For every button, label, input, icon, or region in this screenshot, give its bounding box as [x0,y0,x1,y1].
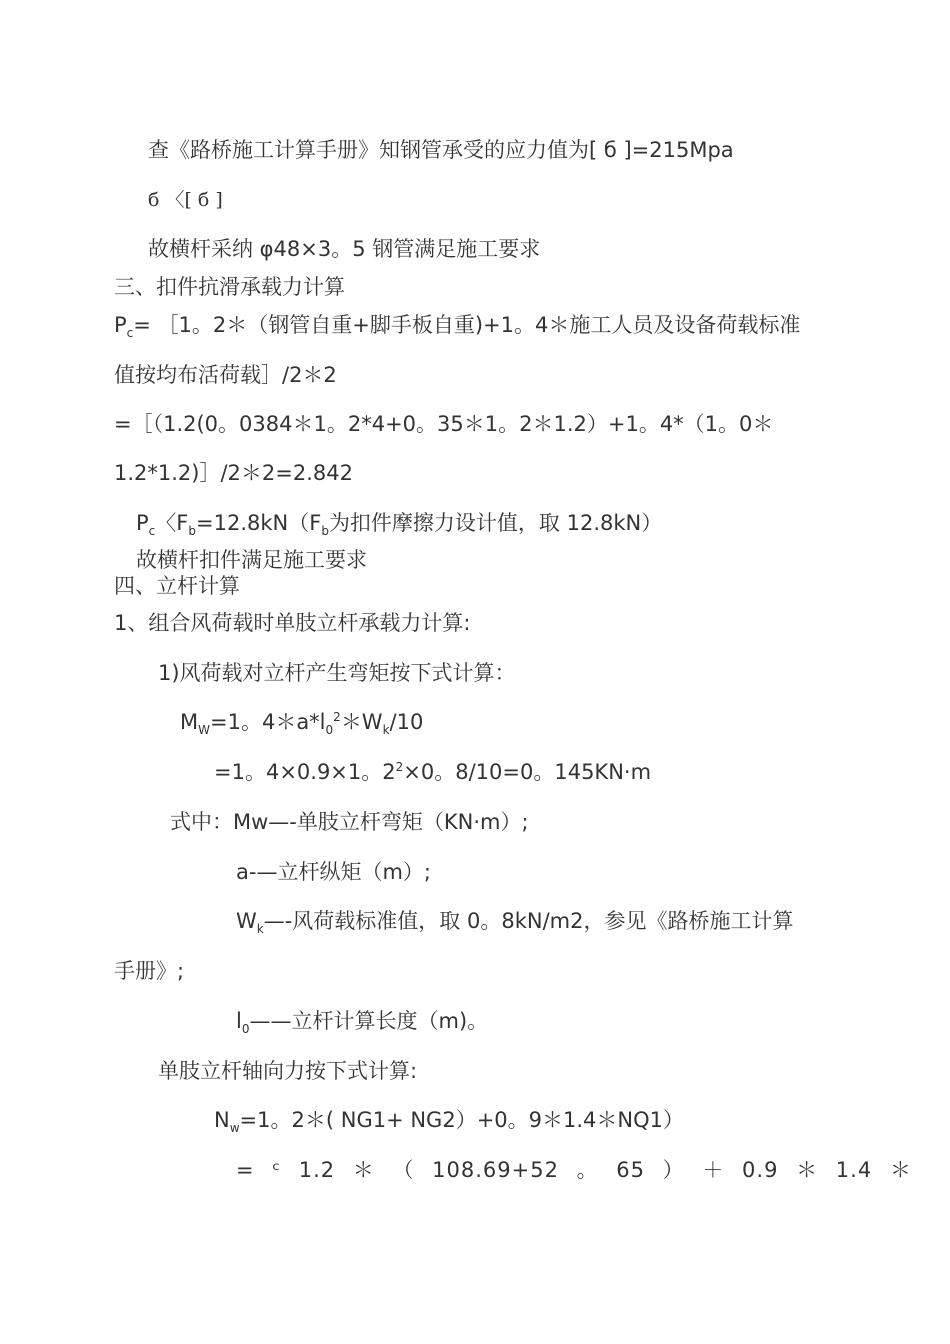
formula-line: = ᶜ 1.2 ＊ （ 108.69+52 。 65 ） ＋ 0.9 ＊ 1.4 ＊ [236,1158,912,1182]
text-line: 值按均布活荷载］/2＊2 [114,363,337,387]
formula-line: $P_c$〈$F_b=12.8kN(F_b$为扣件摩擦力设计值，取 12.8kN） [136,511,663,539]
text-line: 故横杆扣件满足施工要求 [136,548,367,572]
text-line: 故横杆采纳 φ48×3。5 钢管满足施工要求 [148,237,541,261]
formula-line: $M_W=1$。$4*a*l_0^2*W_k/10$ [180,710,424,738]
text-line: 单肢立杆轴向力按下式计算: [158,1059,418,1083]
section-heading: 三、扣件抗滑承载力计算 [114,275,345,299]
text-line: б 〈[ б ] [148,189,223,211]
text-line: 式中：Mw—-单肢立杆弯矩（KN·m）; [170,810,529,834]
formula-line: $N_w=1$。2＊( NG1+ NG2）+0。9＊1.4＊NQ1） [214,1108,685,1136]
formula-line: =1。4×0.9×1。$2^2\times 0$。8/10=0。145KN·m [214,760,652,784]
formula-line: =［（1.2(0。0384＊1。2*4+0。35＊1。2＊1.2）+1。4*（1。0＊ [114,412,774,436]
text-line: 1)风荷载对立杆产生弯矩按下式计算： [158,661,516,685]
formula-line: 1.2*1.2)］/2＊2=2.842 [114,461,353,485]
text-line: $W_k—-$风荷载标准值，取 0。8kN/m2，参见《路桥施工计算 [236,909,794,937]
text-line: a-—立杆纵矩（m）; [236,860,431,884]
text-line: $l_0——$立杆计算长度（m)。 [236,1009,489,1037]
section-heading: 四、立杆计算 [114,574,240,598]
text-line: 手册》; [114,959,185,983]
text-line: 查《路桥施工计算手册》知钢管承受的应力值为[ б ]=215Mpa [148,138,734,162]
formula-line: $P_c=$ ［1。2＊（钢管自重+脚手板自重)+1。4＊施工人员及设备荷载标准 [114,313,801,341]
subsection-heading: 1、组合风荷载时单肢立杆承载力计算: [114,611,471,635]
